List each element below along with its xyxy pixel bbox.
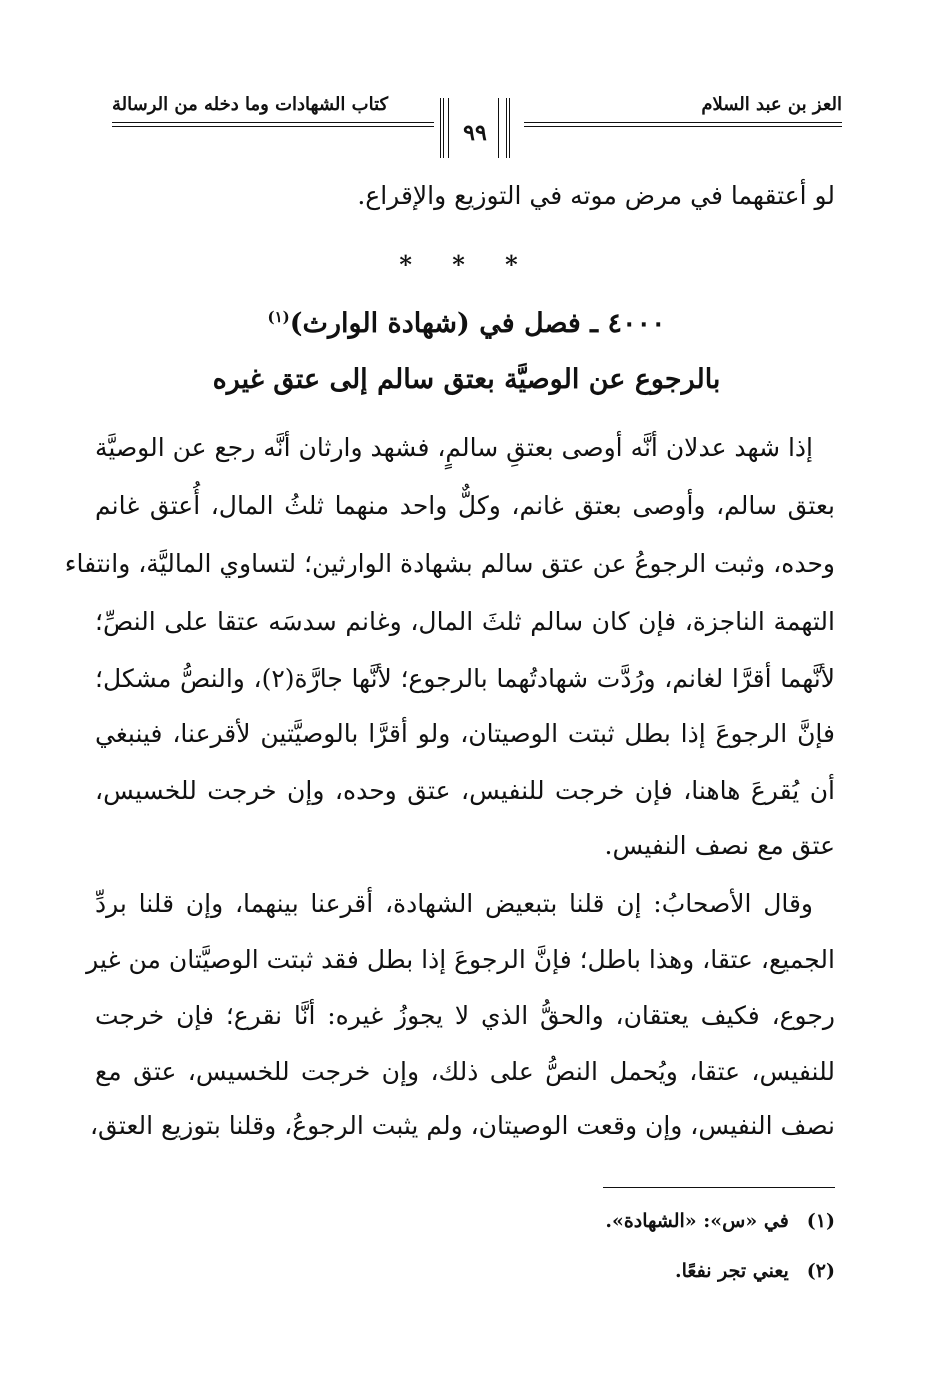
paragraph1-line: أن يُقرعَ هاهنا، فإن خرجت للنفيس، عتق وحده، وإن خرجت للخسيس،: [95, 776, 835, 805]
paragraph1-line: لأنَّهما أقرَّا لغانم، ورُدَّت شهادتُهما بالرجوع؛ لأنَّها جارَّة(٢)، والنصُّ مشكل؛: [95, 664, 835, 693]
paragraph2-line: نصف النفيس، وإن وقعت الوصيتان، ولم يثبت الرجوعُ، وقلنا بتوزيع العتق،: [89, 1111, 835, 1140]
section-separator: * * *: [399, 250, 534, 279]
section-subtitle: بالرجوع عن الوصيَّة بعتق سالم إلى عتق غيره: [212, 364, 721, 395]
footnote-number: (٢): [806, 1260, 835, 1282]
paragraph1-line: بعتق سالم، وأوصى بعتق غانم، وكلٌّ واحد منهما ثلثُ المال، أُعتق غانم: [95, 491, 835, 520]
section-title: [0, 308, 933, 339]
footnote: [605, 1210, 835, 1232]
paragraph2-line: للنفيس، عتقا، ويُحمل النصُّ على ذلك، وإن خرجت للخسيس، عتق مع: [95, 1057, 835, 1086]
opening-line: لو أعتقهما في مرض موته في التوزيع والإقراع.: [357, 181, 835, 210]
footnote-text: يعني تجر نفعًا.: [675, 1260, 789, 1282]
paragraph1-line: فإنَّ الرجوعَ إذا بطل ثبتت الوصيتان، ولو أقرَّا بالوصيَّتين لأقرعنا، فينبغي: [95, 719, 835, 748]
running-header: [112, 92, 842, 164]
paragraph2-line: وقال الأصحابُ: إن قلنا بتبعيض الشهادة، أقرعنا بينهما، وإن قلنا بردِّ: [95, 889, 813, 918]
header-rule-left: [112, 122, 434, 127]
header-rule-right: [524, 122, 842, 127]
footnote-text: في «س»: «الشهادة».: [605, 1210, 789, 1232]
paragraph2-line: الجميع، عتقا، وهذا باطل؛ فإنَّ الرجوعَ إذا بطل فقد ثبتت الوصيَّتان من غير: [86, 945, 835, 974]
book-title: كتاب الشهادات وما دخله من الرسالة: [112, 94, 389, 115]
page-number-frame: [440, 98, 510, 158]
paragraph1-line: التهمة الناجزة، فإن كان سالم ثلثَ المال، وغانم سدسَه عتقا على النصِّ؛: [95, 607, 835, 636]
page-number: ٩٩: [463, 120, 487, 146]
section-title-text: ٤٠٠٠ ـ فصل في (شهادة الوارث): [289, 308, 666, 339]
footnote-number: (١): [806, 1210, 835, 1232]
footnote-ref-1: (١): [267, 308, 290, 326]
paragraph1-line: عتق مع نصف النفيس.: [604, 831, 835, 860]
paragraph2-line: رجوع، فكيف يعتقان، والحقُّ الذي لا يجوزُ غيره: أنَّا نقرع؛ فإن خرجت: [95, 1001, 835, 1030]
footnote: [675, 1260, 835, 1282]
paragraph1-line: وحده، وثبت الرجوعُ عن عتق سالم بشهادة الوارثين؛ لتساوي الماليَّة، وانتفاء: [64, 549, 835, 578]
paragraph1-line: إذا شهد عدلان أنَّه أوصى بعتقِ سالمٍ، فشهد وارثان أنَّه رجع عن الوصيَّة: [95, 433, 813, 462]
author-name: العز بن عبد السلام: [701, 94, 842, 115]
footnote-separator: [603, 1187, 835, 1188]
